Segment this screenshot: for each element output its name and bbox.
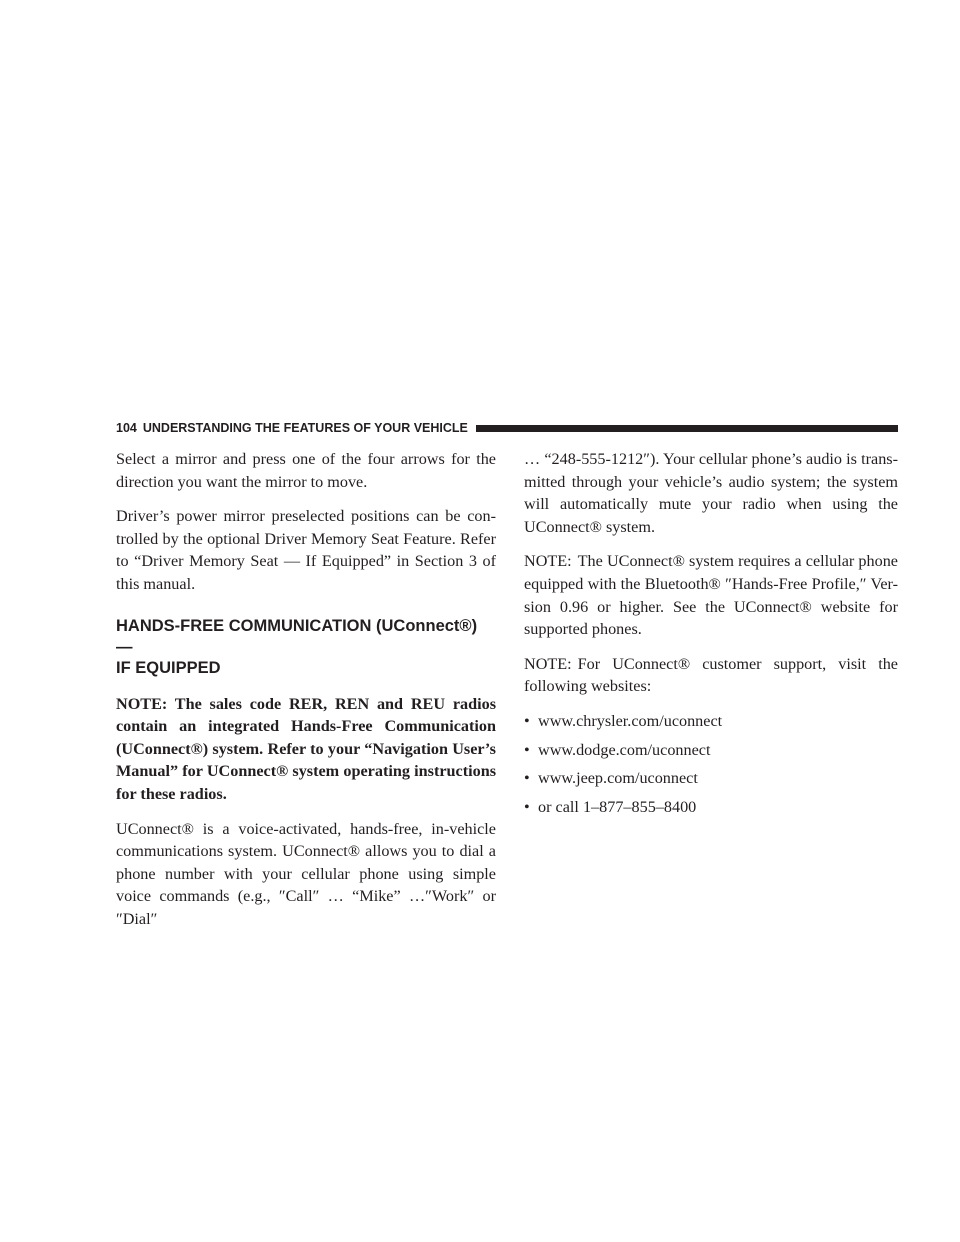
note-label: NOTE: <box>524 654 572 673</box>
list-item <box>524 710 898 733</box>
section-heading <box>116 616 496 679</box>
bluetooth-note <box>524 550 898 640</box>
audio-paragraph: … “248-555-1212″). Your cellular phone’s audio is trans-mitted through your vehicle’s audio system; the system will automatically mute your radio when using the UConnect® system. <box>524 450 898 536</box>
radio-note: NOTE: The sales code RER, REN and REU radios contain an integrated Hands-Free Communication (UConnect®) system. Refer to your “Navigation User’s Manual” for UConnect® system operating instructions for these radios. <box>116 694 496 803</box>
bullet: • <box>524 711 530 730</box>
note-label: NOTE: <box>524 552 572 571</box>
list-item <box>524 767 898 790</box>
page-header <box>116 418 898 438</box>
page-number: 104 <box>116 421 137 435</box>
bullet: • <box>524 740 530 759</box>
website-text: www.chrysler.com/uconnect <box>538 711 723 730</box>
header-rule <box>476 425 898 432</box>
support-note-text: For UConnect® customer support, visit the following websites: <box>524 654 898 696</box>
mirror-select-paragraph: Select a mirror and press one of the four arrows for the direction you want the mirror to move. <box>116 450 496 491</box>
section-heading-line1: HANDS-FREE COMMUNICATION (UConnect®) — <box>116 616 478 656</box>
uconnect-description: UConnect® is a voice-activated, hands-free, in-vehicle communications system. UConnect® allows you to dial a phone number with your cellular phone using simple voice commands (e.g., ″Call″ … “Mike” …″Work″ or ″Dial″ <box>116 819 496 928</box>
website-list <box>524 710 898 818</box>
website-text: www.dodge.com/uconnect <box>538 740 711 759</box>
website-text: www.jeep.com/uconnect <box>538 769 698 788</box>
list-item <box>524 796 898 819</box>
list-item <box>524 739 898 762</box>
memory-seat-paragraph: Driver’s power mirror preselected positions can be con-trolled by the optional Driver Memory Seat Feature. Refer to “Driver Memory Seat — If Equipped” in Section 3 of this manual. <box>116 507 496 593</box>
left-column <box>116 448 496 943</box>
bluetooth-note-text: The UConnect® system requires a cellular phone equipped with the Bluetooth® ″Hands-Free Profile,″ Ver-sion 0.96 or higher. See the UConnect® website for supported phones. <box>524 552 898 639</box>
bullet: • <box>524 797 530 816</box>
right-column <box>524 448 898 824</box>
support-note <box>524 653 898 698</box>
section-heading-line2: IF EQUIPPED <box>116 658 221 677</box>
phone-text: or call 1–877–855–8400 <box>538 797 697 816</box>
bullet: • <box>524 769 530 788</box>
section-title: UNDERSTANDING THE FEATURES OF YOUR VEHICLE <box>142 421 468 435</box>
